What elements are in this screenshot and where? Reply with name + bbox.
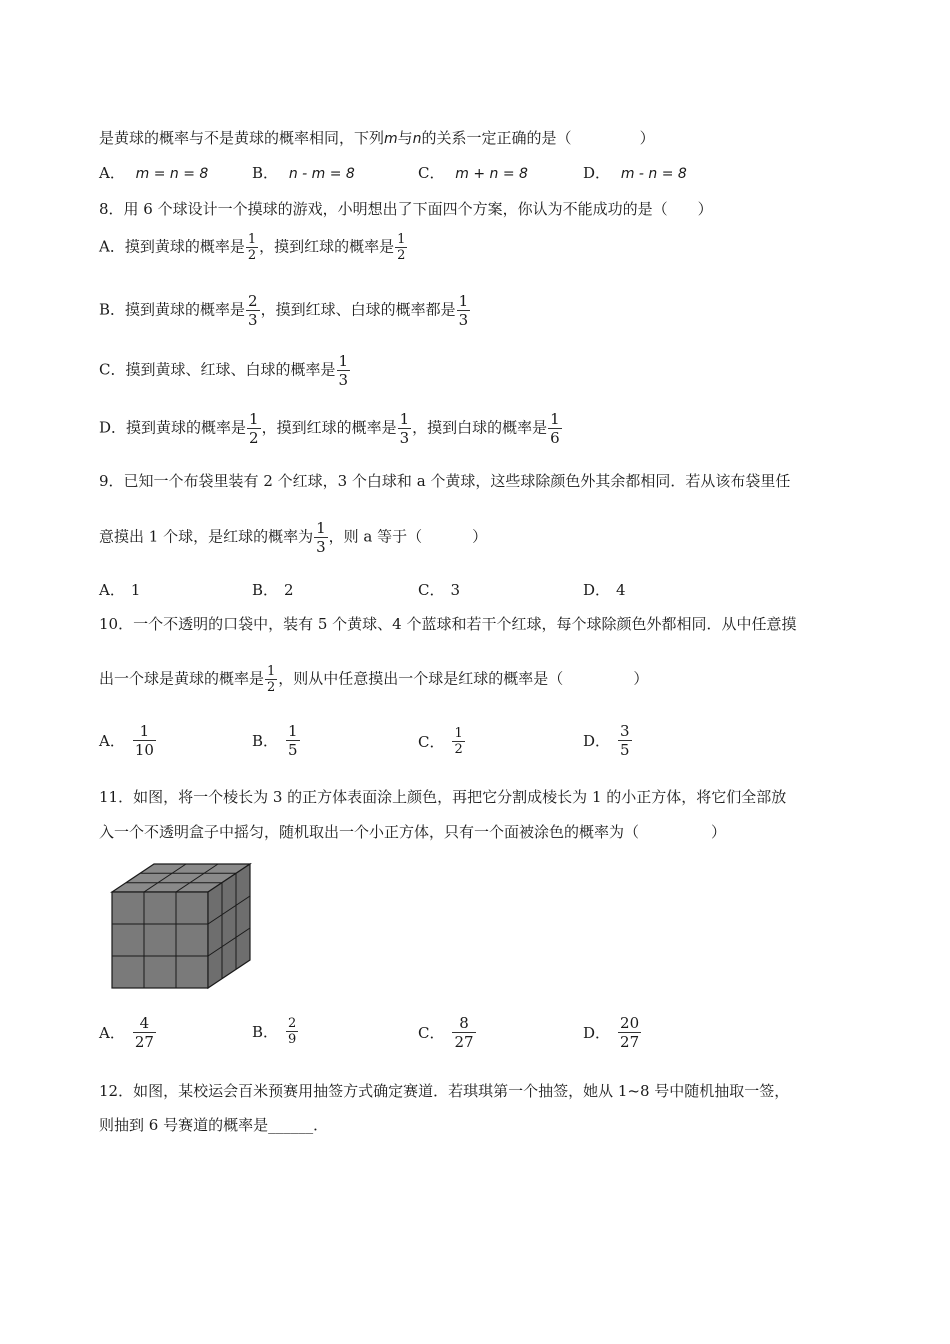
fraction: $\frac{20}{27}$ bbox=[620, 1014, 640, 1051]
fraction: $\frac{2}{3}$ bbox=[248, 292, 258, 329]
option-text: ，摸到红球的概率是 bbox=[261, 418, 397, 437]
option-label: D． bbox=[583, 732, 611, 750]
option-value: 2 bbox=[284, 581, 294, 599]
option-value: 1 bbox=[130, 581, 141, 599]
q9-stem-line1: 9．已知一个布袋里装有 2 个红球，3 个白球和 a 个黄球，这些球除颜色外其余都相同．若从该布袋里任 bbox=[99, 472, 791, 490]
var-m: m bbox=[384, 131, 398, 147]
q10-option-b[interactable] bbox=[252, 722, 301, 759]
option-expr: m = n = 8 bbox=[135, 166, 209, 182]
option-label: D． bbox=[99, 418, 127, 437]
option-text: 摸到黄球的概率是 bbox=[126, 418, 247, 437]
var-n: n bbox=[412, 131, 422, 147]
option-label: C． bbox=[418, 1024, 445, 1042]
q8-option-a[interactable] bbox=[99, 232, 408, 263]
q10-stem-line1: 10．一个不透明的口袋中，装有 5 个黄球、4 个蓝球和若干个红球，每个球除颜色外都相同．从中任意摸 bbox=[99, 615, 797, 633]
option-value: 3 bbox=[450, 581, 461, 599]
q8-option-d[interactable] bbox=[99, 410, 563, 447]
fraction: $\frac{1}{3}$ bbox=[338, 352, 349, 389]
option-label: C． bbox=[99, 360, 126, 379]
option-label: D． bbox=[583, 164, 611, 182]
q11-stem-line2 bbox=[99, 822, 726, 842]
fraction: $\frac{1}{5}$ bbox=[288, 722, 298, 759]
q7-stem-part3: 的关系一定正确的是（ bbox=[421, 129, 572, 147]
painted-cube-figure bbox=[108, 862, 258, 992]
q10-text: 出一个球是黄球的概率是 bbox=[99, 669, 265, 688]
option-expr: m + n = 8 bbox=[455, 166, 528, 182]
q8-option-b[interactable] bbox=[99, 292, 471, 329]
q7-stem-part2: 与 bbox=[397, 129, 413, 147]
option-text: 摸到黄球的概率是 bbox=[124, 237, 245, 256]
q8-stem bbox=[99, 199, 713, 219]
q9-option-d[interactable] bbox=[583, 579, 626, 600]
q9-option-c[interactable] bbox=[418, 579, 460, 600]
fraction: $\frac{3}{5}$ bbox=[620, 722, 630, 759]
q11-option-d[interactable] bbox=[583, 1014, 642, 1051]
q9-option-a[interactable] bbox=[99, 579, 140, 600]
q11-option-a[interactable] bbox=[99, 1014, 157, 1051]
option-label: C． bbox=[418, 164, 445, 182]
q7-option-c[interactable] bbox=[418, 162, 528, 183]
fraction: $\frac{1}{6}$ bbox=[550, 410, 560, 447]
option-value: 4 bbox=[616, 581, 626, 599]
fraction: $\frac{1}{2}$ bbox=[454, 726, 463, 757]
option-label: C． bbox=[418, 733, 445, 751]
q10-stem-line2 bbox=[99, 664, 648, 695]
fraction: $\frac{1}{2}$ bbox=[249, 410, 259, 447]
q7-option-d[interactable] bbox=[583, 162, 687, 183]
q11-stem-line1: 11．如图，将一个棱长为 3 的正方体表面涂上颜色，再把它分割成棱长为 1 的小正方体，将它们全部放 bbox=[99, 788, 787, 806]
q12-stem-line1: 12．如图，某校运会百米预赛用抽签方式确定赛道．若琪琪第一个抽签，她从 1~8 号中随机抽取一签， bbox=[99, 1082, 790, 1100]
q11-text: 入一个不透明盒子中摇匀，随机取出一个小正方体，只有一个面被涂色的概率为（ bbox=[99, 823, 640, 841]
option-text: 摸到黄球、红球、白球的概率是 bbox=[125, 360, 336, 379]
option-text: ，摸到红球的概率是 bbox=[259, 237, 395, 256]
option-label: A． bbox=[99, 164, 125, 182]
option-label: A． bbox=[99, 732, 125, 750]
option-text: 摸到黄球的概率是 bbox=[125, 300, 246, 319]
option-label: D． bbox=[583, 581, 611, 599]
fraction: $\frac{1}{2}$ bbox=[397, 232, 406, 263]
option-expr: n - m = 8 bbox=[288, 166, 355, 182]
q10-option-d[interactable] bbox=[583, 722, 633, 759]
q7-option-b[interactable] bbox=[252, 162, 355, 183]
option-label: A． bbox=[99, 581, 125, 599]
fraction: $\frac{1}{3}$ bbox=[316, 519, 326, 556]
q9-close: ） bbox=[472, 527, 488, 546]
option-label: D． bbox=[583, 1024, 611, 1042]
q10-option-c[interactable] bbox=[418, 726, 466, 757]
fraction: $\frac{1}{2}$ bbox=[267, 664, 276, 695]
q8-stem-close: ） bbox=[697, 200, 713, 218]
option-expr: m - n = 8 bbox=[620, 166, 687, 182]
q7-stem-line bbox=[99, 128, 655, 149]
option-label: C． bbox=[418, 581, 445, 599]
fraction: $\frac{4}{27}$ bbox=[134, 1014, 154, 1051]
q11-option-c[interactable] bbox=[418, 1014, 477, 1051]
option-label: B． bbox=[99, 300, 126, 319]
fraction: $\frac{2}{9}$ bbox=[288, 1016, 297, 1047]
fraction: $\frac{1}{10}$ bbox=[134, 722, 154, 759]
option-label: B． bbox=[252, 581, 279, 599]
q10-close: ） bbox=[633, 669, 649, 688]
option-label: B． bbox=[252, 164, 279, 182]
q7-option-a[interactable] bbox=[99, 162, 208, 183]
fraction: $\frac{8}{27}$ bbox=[454, 1014, 474, 1051]
option-text: ，摸到白球的概率是 bbox=[412, 418, 548, 437]
q9-text: ，则 a 等于（ bbox=[328, 527, 423, 546]
q8-stem-text: 8．用 6 个球设计一个摸球的游戏，小明想出了下面四个方案，你认为不能成功的是（ bbox=[99, 200, 668, 218]
fraction: $\frac{1}{2}$ bbox=[247, 232, 257, 263]
option-label: B． bbox=[252, 732, 279, 750]
q10-text: ，则从中任意摸出一个球是红球的概率是（ bbox=[278, 669, 564, 688]
q11-option-b[interactable] bbox=[252, 1016, 299, 1047]
option-text: ，摸到红球、白球的概率都是 bbox=[260, 300, 456, 319]
option-label: B． bbox=[252, 1023, 279, 1041]
q9-option-b[interactable] bbox=[252, 579, 294, 600]
q8-option-c[interactable] bbox=[99, 352, 351, 389]
fraction: $\frac{1}{3}$ bbox=[458, 292, 469, 329]
q12-stem-line2: 则抽到 6 号赛道的概率是______． bbox=[99, 1116, 329, 1134]
q10-option-a[interactable] bbox=[99, 722, 157, 759]
q9-stem-line2 bbox=[99, 519, 487, 556]
q7-stem-close: ） bbox=[639, 129, 655, 147]
q11-close: ） bbox=[711, 823, 727, 841]
option-label: A． bbox=[99, 237, 125, 256]
q9-text: 意摸出 1 个球，是红球的概率为 bbox=[99, 527, 314, 546]
option-label: A． bbox=[99, 1024, 125, 1042]
fraction: $\frac{1}{3}$ bbox=[399, 410, 410, 447]
q7-stem-part1: 是黄球的概率与不是黄球的概率相同，下列 bbox=[99, 129, 385, 147]
